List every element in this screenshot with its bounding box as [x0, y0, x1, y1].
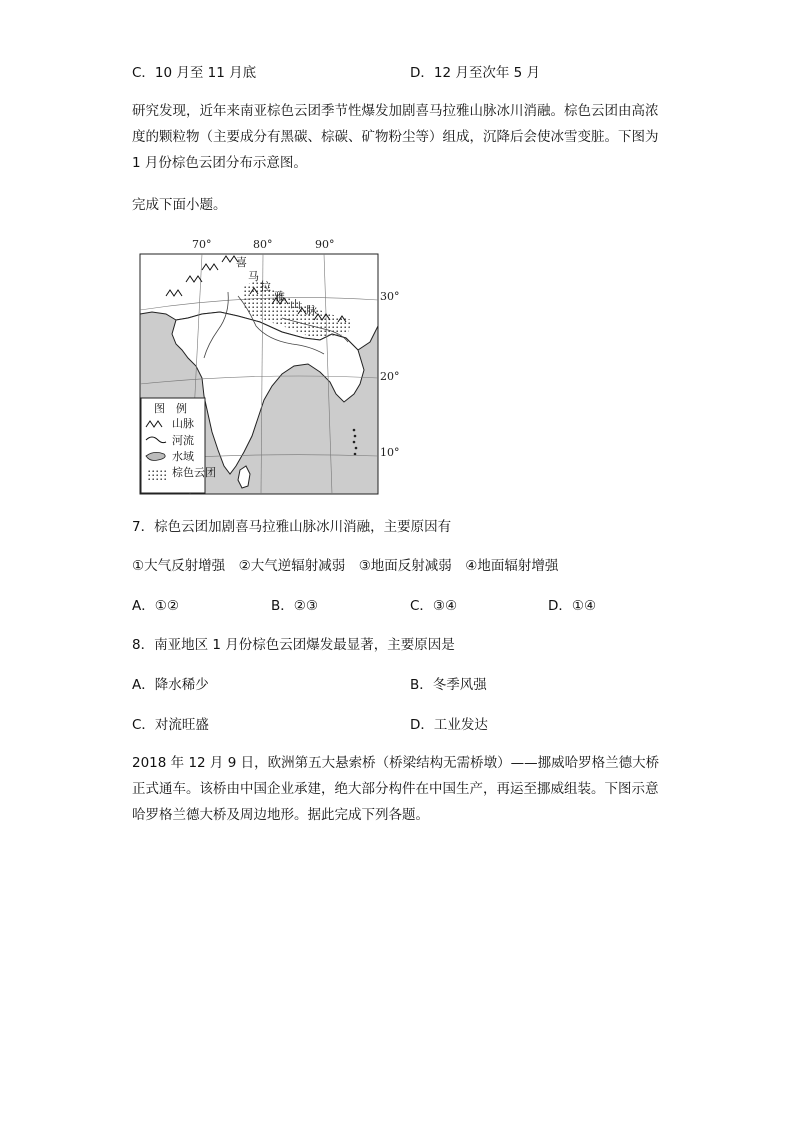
legend-dots-icon	[146, 470, 166, 480]
legend-water-label: 水域	[172, 450, 194, 463]
q8-option-d[interactable]: D．工业发达	[410, 717, 488, 733]
legend-title: 图 例	[154, 402, 187, 415]
q8-stem: 8．南亚地区 1 月份棕色云团爆发最显著，主要原因是	[132, 637, 455, 653]
q7-option-c[interactable]: C．③④	[410, 598, 458, 614]
brown-cloud-map	[132, 234, 400, 498]
mountain-char-5: 山	[290, 298, 301, 311]
q7-option-d[interactable]: D．①④	[548, 598, 597, 614]
lon-label-70: 70°	[192, 238, 212, 251]
bridge-paragraph: 2018 年 12 月 9 日，欧洲第五大悬索桥（桥梁结构无需桥墩）——挪威哈罗格兰德大桥正式通车。该桥由中国企业承建，绝大部分构件在中国生产，再运至挪威组装。下图示意哈罗格兰德大桥及周边地形。据此完成下列各题。	[132, 755, 660, 823]
lat-label-20: 20°	[380, 370, 400, 383]
q7-option-b[interactable]: B．②③	[271, 598, 318, 614]
mountain-char-6: 脉	[306, 304, 317, 317]
map-legend	[141, 398, 216, 493]
mountain-char-4: 雅	[274, 290, 285, 303]
lat-label-30: 30°	[380, 290, 400, 303]
lat-label-10: 10°	[380, 446, 400, 459]
lon-label-80: 80°	[253, 238, 273, 251]
q8-option-b[interactable]: B．冬季风强	[410, 677, 487, 693]
q7-stem: 7．棕色云团加剧喜马拉雅山脉冰川消融，主要原因有	[132, 519, 452, 535]
mountain-char-2: 马	[248, 270, 259, 283]
legend-cloud-label: 棕色云团	[172, 466, 216, 479]
instruction-text: 完成下面小题。	[132, 197, 227, 213]
legend-mountain-label: 山脉	[172, 417, 194, 430]
q8-option-a[interactable]: A．降水稀少	[132, 677, 209, 693]
q6-option-d[interactable]: D．12 月至次年 5 月	[410, 65, 541, 81]
q7-option-a[interactable]: A．①②	[132, 598, 179, 614]
q7-statements: ①大气反射增强 ②大气逆辐射减弱 ③地面反射减弱 ④地面辐射增强	[132, 558, 559, 574]
legend-river-label: 河流	[172, 434, 194, 447]
map-figure	[132, 234, 400, 498]
q8-option-c[interactable]: C．对流旺盛	[132, 717, 209, 733]
lon-label-90: 90°	[315, 238, 335, 251]
mountain-char-1: 喜	[236, 256, 247, 269]
intro-paragraph: 研究发现，近年来南亚棕色云团季节性爆发加剧喜马拉雅山脉冰川消融。棕色云团由高浓度的颗粒物（主要成分有黑碳、棕碳、矿物粉尘等）组成，沉降后会使冰雪变脏。下图为 1 月份棕色云团分布示意图。	[132, 103, 659, 171]
mountain-char-3: 拉	[260, 280, 271, 293]
q6-option-c[interactable]: C．10 月至 11 月底	[132, 65, 257, 81]
